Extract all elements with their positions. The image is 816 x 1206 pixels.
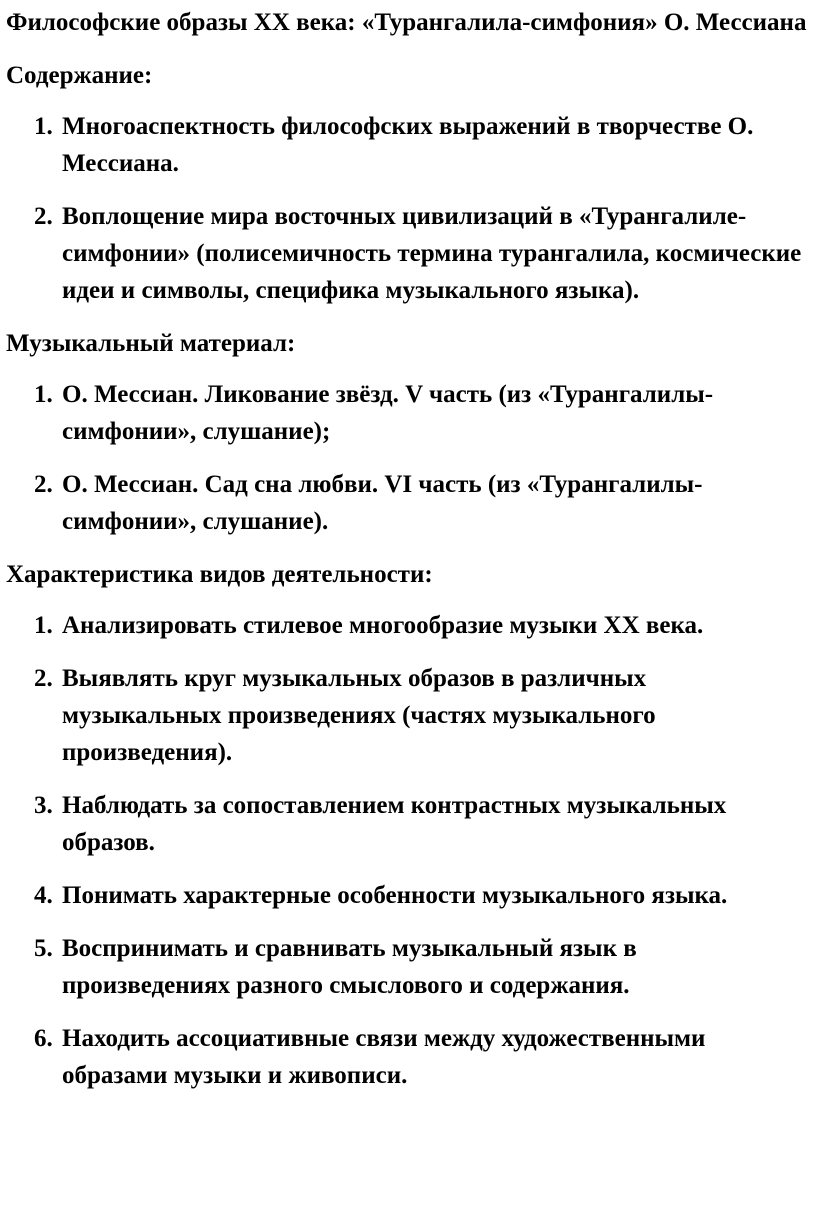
- list-item-text: Многоаспектность философских выражений в творчестве О. Мессиана.: [62, 113, 754, 177]
- list-item-number: 6.: [34, 1025, 53, 1052]
- list-item-number: 2.: [34, 665, 53, 692]
- section-contents: [6, 57, 810, 309]
- list-item-number: 1.: [34, 381, 53, 408]
- list-item-text: Воспринимать и сравнивать музыкальный язык в произведениях разного смыслового и содержания.: [62, 935, 637, 999]
- section-activities: [6, 556, 810, 1094]
- list-item-text: Находить ассоциативные связи между художественными образами музыки и живописи.: [62, 1025, 706, 1089]
- list-item: [6, 787, 810, 861]
- section-heading-contents: Содержание:: [6, 62, 153, 89]
- list-item-text: Анализировать стилевое многообразие музыки XX века.: [62, 612, 704, 639]
- section-musical-material: [6, 325, 810, 540]
- list-item: [6, 877, 810, 914]
- musical-material-list: [6, 376, 810, 540]
- document-page: [6, 4, 810, 1094]
- list-item: [6, 930, 810, 1004]
- list-item: [6, 607, 810, 644]
- list-item-number: 1.: [34, 612, 53, 639]
- list-item-text: Выявлять круг музыкальных образов в различных музыкальных произведениях (частях музыкального произведения).: [62, 665, 656, 766]
- list-item-text: О. Мессиан. Ликование звёзд. V часть (из «Турангалилы-симфонии», слушание);: [62, 381, 714, 445]
- list-item-text: Наблюдать за сопоставлением контрастных музыкальных образов.: [62, 792, 727, 856]
- list-item-number: 5.: [34, 935, 53, 962]
- list-item: [6, 376, 810, 450]
- list-item: [6, 1020, 810, 1094]
- list-item-text: Понимать характерные особенности музыкального языка.: [62, 882, 728, 909]
- list-item: [6, 198, 810, 309]
- list-item-number: 2.: [34, 471, 53, 498]
- list-item-number: 3.: [34, 792, 53, 819]
- list-item: [6, 660, 810, 771]
- list-item-number: 4.: [34, 882, 53, 909]
- list-item-text: Воплощение мира восточных цивилизаций в «Турангалиле-симфонии» (полисемичность термина турангалила, космические идеи и символы, специфика музыкального языка).: [62, 203, 802, 304]
- list-item-number: 1.: [34, 113, 53, 140]
- section-heading-musical-material: Музыкальный материал:: [6, 330, 296, 357]
- section-heading-activities: Характеристика видов деятельности:: [6, 561, 433, 588]
- document-title: Философские образы XX века: «Турангалила-симфония» О. Мессиана: [6, 9, 807, 36]
- list-item-text: О. Мессиан. Сад сна любви. VI часть (из «Турангалилы-симфонии», слушание).: [62, 471, 703, 535]
- activities-list: [6, 607, 810, 1094]
- list-item-number: 2.: [34, 203, 53, 230]
- contents-list: [6, 108, 810, 309]
- list-item: [6, 108, 810, 182]
- list-item: [6, 466, 810, 540]
